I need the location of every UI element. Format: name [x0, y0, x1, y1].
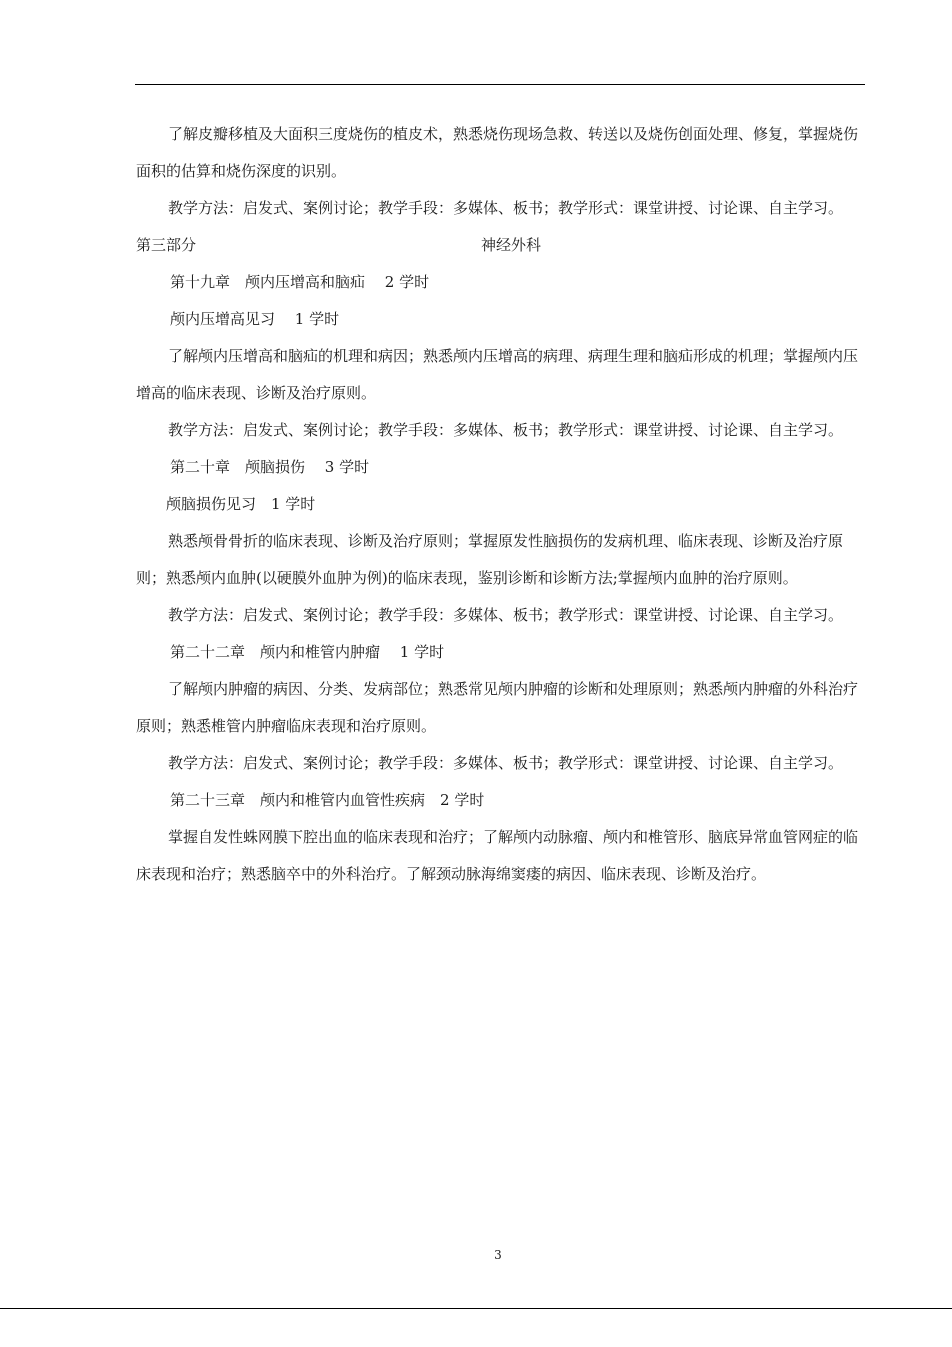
burn-goals-paragraph: 了解皮瓣移植及大面积三度烧伤的植皮术，熟悉烧伤现场急救、转送以及烧伤创面处理、修复，掌握烧伤面积的估算和烧伤深度的识别。 — [136, 125, 859, 180]
chapter-23-goals: 掌握自发性蛛网膜下腔出血的临床表现和治疗；了解颅内动脉瘤、颅内和椎管形、脑底异常血管网症的临床表现和治疗；熟悉脑卒中的外科治疗。了解颈动脉海绵窦瘘的病因、临床表现、诊断及治疗。 — [136, 828, 859, 883]
part-label: 第三部分 — [136, 236, 197, 254]
part-title: 神经外科 — [481, 236, 542, 254]
chapter-19-heading: 第十九章 颅内压增高和脑疝 2 学时 — [170, 273, 430, 291]
chapter-19-goals: 了解颅内压增高和脑疝的机理和病因；熟悉颅内压增高的病理、病理生理和脑疝形成的机理；掌握颅内压增高的临床表现、诊断及治疗原则。 — [136, 347, 859, 402]
part-heading — [136, 227, 860, 264]
page-content — [136, 116, 860, 893]
chapter-22-heading: 第二十二章 颅内和椎管内肿瘤 1 学时 — [170, 643, 445, 661]
teaching-method-paragraph: 教学方法：启发式、案例讨论；教学手段：多媒体、板书；教学形式：课堂讲授、讨论课、自主学习。 — [168, 754, 844, 772]
chapter-20-heading: 第二十章 颅脑损伤 3 学时 — [170, 458, 370, 476]
page-number: 3 — [494, 1248, 502, 1262]
header-rule — [135, 84, 865, 85]
teaching-method-paragraph: 教学方法：启发式、案例讨论；教学手段：多媒体、板书；教学形式：课堂讲授、讨论课、自主学习。 — [168, 199, 844, 217]
chapter-20-goals: 熟悉颅骨骨折的临床表现、诊断及治疗原则；掌握原发性脑损伤的发病机理、临床表现、诊断及治疗原则；熟悉颅内血肿(以硬膜外血肿为例)的临床表现，鉴别诊断和诊断方法;掌握颅内血肿的治疗原则。 — [136, 532, 844, 587]
chapter-20-practice: 颅脑损伤见习 1 学时 — [166, 495, 316, 513]
teaching-method-paragraph: 教学方法：启发式、案例讨论；教学手段：多媒体、板书；教学形式：课堂讲授、讨论课、自主学习。 — [168, 421, 844, 439]
teaching-method-paragraph: 教学方法：启发式、案例讨论；教学手段：多媒体、板书；教学形式：课堂讲授、讨论课、自主学习。 — [168, 606, 844, 624]
footer-rule — [0, 1308, 952, 1309]
chapter-19-practice: 颅内压增高见习 1 学时 — [170, 310, 340, 328]
chapter-23-heading: 第二十三章 颅内和椎管内血管性疾病 2 学时 — [170, 791, 485, 809]
chapter-22-goals: 了解颅内肿瘤的病因、分类、发病部位；熟悉常见颅内肿瘤的诊断和处理原则；熟悉颅内肿瘤的外科治疗原则；熟悉椎管内肿瘤临床表现和治疗原则。 — [136, 680, 859, 735]
